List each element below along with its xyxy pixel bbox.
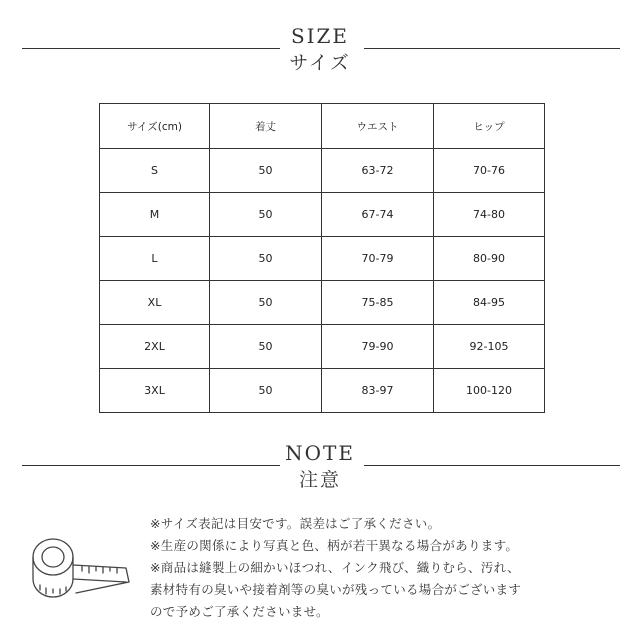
header-size: サイズ(cm) [100,104,210,149]
table-row [100,237,545,281]
cell-size: 3XL [100,369,210,413]
cell-length: 50 [210,369,322,413]
cell-length: 50 [210,193,322,237]
measuring-tape-icon [26,535,136,605]
notes-block [150,513,630,623]
cell-length: 50 [210,325,322,369]
cell-hip: 100-120 [434,369,545,413]
cell-waist: 70-79 [322,237,434,281]
size-section-header [0,20,640,90]
cell-hip: 70-76 [434,149,545,193]
cell-waist: 63-72 [322,149,434,193]
cell-size: L [100,237,210,281]
cell-waist: 67-74 [322,193,434,237]
note-title-en: NOTE [285,441,355,465]
size-title-jp: サイズ [289,52,351,74]
note-line: ので予めご了承くださいませ。 [150,604,329,619]
table-header-row [100,104,545,149]
cell-hip: 84-95 [434,281,545,325]
table-row [100,149,545,193]
cell-size: M [100,193,210,237]
size-title-en: SIZE [290,24,350,48]
cell-length: 50 [210,281,322,325]
cell-hip: 74-80 [434,193,545,237]
cell-size: 2XL [100,325,210,369]
cell-size: S [100,149,210,193]
table-row [100,281,545,325]
cell-hip: 92-105 [434,325,545,369]
cell-waist: 83-97 [322,369,434,413]
note-line: ※商品は縫製上の細かいほつれ、インク飛び、織りむら、汚れ、 [150,560,520,575]
cell-length: 50 [210,149,322,193]
header-hip: ヒップ [434,104,545,149]
header-length: 着丈 [210,104,322,149]
cell-size: XL [100,281,210,325]
table-row [100,325,545,369]
size-table [99,103,545,413]
cell-waist: 75-85 [322,281,434,325]
cell-waist: 79-90 [322,325,434,369]
note-line: 素材特有の臭いや接着剤等の臭いが残っている場合がございます [150,582,522,597]
note-line: ※サイズ表記は目安です。誤差はご了承ください。 [150,516,441,531]
note-section-header [0,437,640,507]
table-row [100,193,545,237]
note-line: ※生産の関係により写真と色、柄が若干異なる場合があります。 [150,538,519,553]
header-waist: ウエスト [322,104,434,149]
cell-hip: 80-90 [434,237,545,281]
cell-length: 50 [210,237,322,281]
table-row [100,369,545,413]
note-title-jp: 注意 [298,469,341,491]
